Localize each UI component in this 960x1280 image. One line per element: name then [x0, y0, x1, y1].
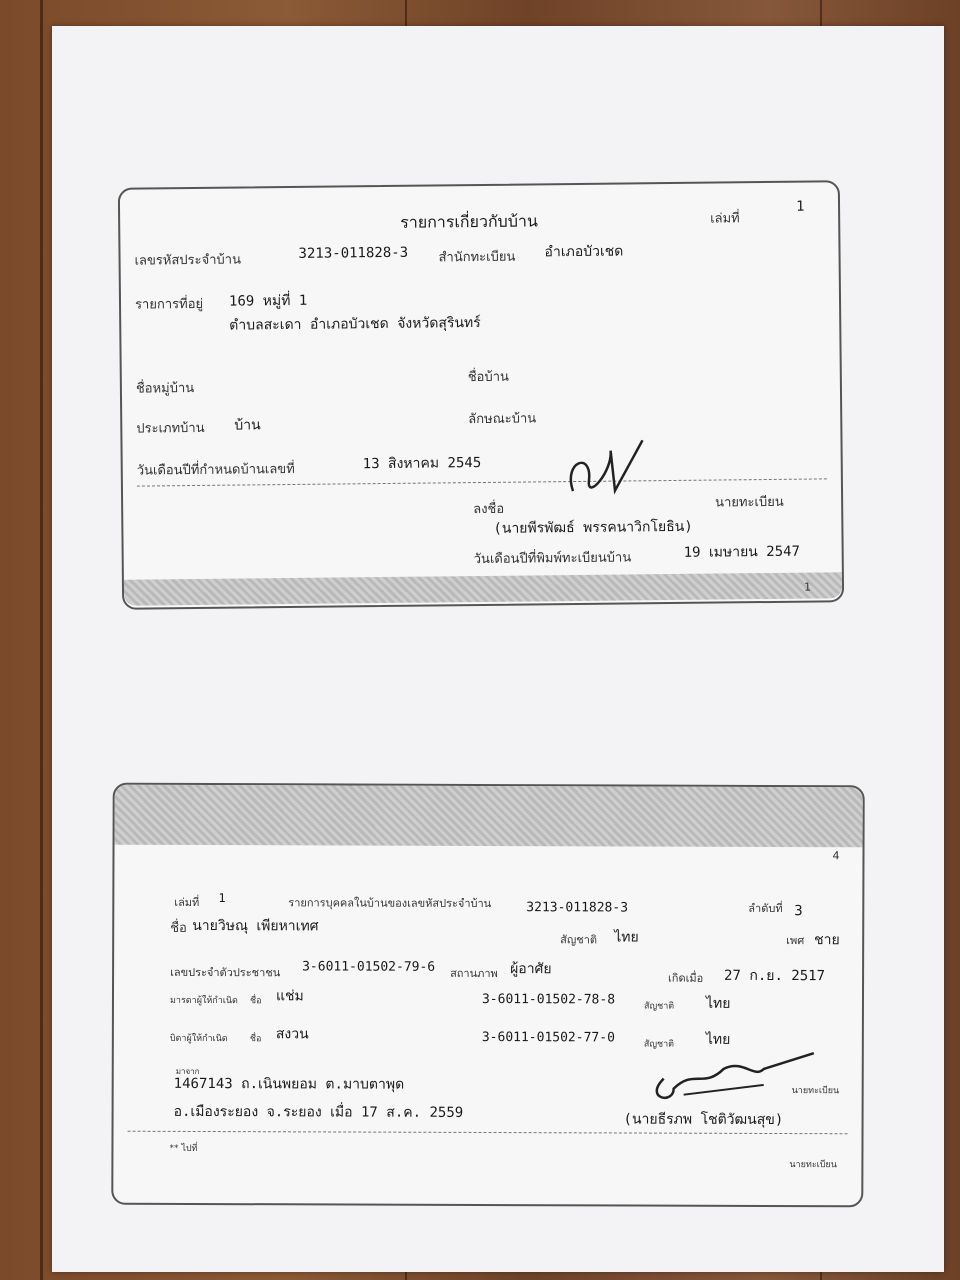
registrar-signature	[552, 430, 673, 511]
sex: ชาย	[814, 932, 840, 949]
registrar-signature	[644, 1039, 824, 1110]
heading: รายการบุคคลในบ้านของเลขหัสประจำบ้าน	[288, 896, 492, 911]
card-title: รายการเกี่ยวกับบ้าน	[400, 211, 538, 232]
divider	[128, 1131, 848, 1135]
divider	[137, 478, 827, 486]
print-date: 19 เมษายน 2547	[683, 543, 801, 561]
father-nationality-label: สัญชาติ	[643, 1039, 675, 1050]
header-stripe	[115, 785, 863, 848]
status-label: สถานภาพ	[450, 966, 498, 981]
house-type: บ้าน	[234, 417, 261, 434]
registry-office: อำเภอบัวเชด	[544, 243, 624, 261]
born-label: เกิดเมื่อ	[668, 971, 704, 985]
father-nationality: ไทย	[705, 1031, 731, 1048]
sign-label: ลงชื่อ	[473, 501, 505, 518]
house-details-card	[118, 180, 844, 610]
id-label: เลขประจำตัวประชาชน	[170, 965, 281, 980]
id-number: 3-6011-01502-79-6	[302, 959, 436, 975]
father-name-label: ชื่อ	[249, 1034, 262, 1045]
move-from-line2: อ.เมืองระยอง จ.ระยอง เมื่อ 17 ส.ค. 2559	[173, 1103, 464, 1121]
mother-name: แช่ม	[275, 988, 304, 1005]
mother-nationality: ไทย	[705, 995, 731, 1012]
book-number: 1	[218, 891, 226, 906]
house-code: 3213-011828-3	[526, 900, 629, 916]
registrar-name: (นายธีรภพ โชติวัฒนสุข)	[623, 1111, 784, 1129]
registrar-label: นายทะเบียน	[791, 1086, 840, 1097]
house-type-label: ประเภทบ้าน	[136, 420, 205, 437]
village-name-label: ชื่อหมู่บ้าน	[135, 381, 195, 397]
address-line1: 169 หมู่ที่ 1	[228, 292, 308, 310]
nationality: ไทย	[614, 929, 639, 946]
mother-id: 3-6011-01502-78-8	[481, 991, 616, 1008]
book-label: เล่มที่	[174, 895, 200, 909]
registry-office-label: สำนักทะเบียน	[438, 249, 516, 266]
person-details-card	[111, 783, 864, 1208]
order-label: ลำดับที่	[748, 901, 783, 916]
status: ผู้อาศัย	[510, 961, 552, 978]
book-number: 1	[795, 198, 805, 215]
house-name-label: ชื่อบ้าน	[467, 369, 509, 386]
print-date-label: วันเดือนปีที่พิมพ์ทะเบียนบ้าน	[473, 550, 632, 568]
name-label: ชื่อ	[170, 920, 187, 936]
page-number: 1	[803, 580, 812, 594]
father-name: สงวน	[275, 1026, 309, 1043]
move-from-label: มาจาก	[175, 1066, 200, 1076]
page-number: 4	[832, 849, 840, 863]
move-to-label: ** ไปที่	[169, 1143, 198, 1154]
person-name: นายวิษณุ เพียหาเทศ	[192, 917, 319, 935]
assign-date: 13 สิงหาคม 2545	[362, 455, 482, 473]
address-label: รายการที่อยู่	[134, 296, 204, 313]
registrar-label-2: นายทะเบียน	[789, 1160, 837, 1171]
registrar-label: นายทะเบียน	[715, 494, 784, 511]
move-from-line1: 1467143 ถ.เนินพยอม ต.มาบตาพุด	[173, 1075, 405, 1093]
house-code: 3213-011828-3	[298, 244, 409, 262]
wood-grain	[40, 0, 43, 1280]
father-id: 3-6011-01502-77-0	[481, 1029, 615, 1046]
book-label: เล่มที่	[710, 211, 740, 227]
footer-stripe	[124, 572, 842, 606]
sex-label: เพศ	[786, 934, 805, 948]
mother-name-label: ชื่อ	[249, 996, 262, 1007]
mother-nationality-label: สัญชาติ	[643, 1001, 675, 1012]
assign-date-label: วันเดือนปีที่กำหนดบ้านเลขที่	[136, 461, 295, 479]
father-label: บิดาผู้ให้กำเนิด	[169, 1033, 228, 1045]
house-character-label: ลักษณะบ้าน	[468, 411, 537, 428]
nationality-label: สัญชาติ	[560, 933, 598, 947]
registrar-name: (นายพีรพัฒธ์ พรรคนาวิกโยธิน)	[493, 518, 693, 537]
order-number: 3	[794, 903, 803, 920]
mother-label: มารดาผู้ให้กำเนิด	[169, 995, 238, 1007]
born-date: 27 ก.ย. 2517	[724, 967, 826, 985]
house-code-label: เลขรหัสประจำบ้าน	[134, 252, 242, 269]
address-line2: ตำบลสะเดา อำเภอบัวเชด จังหวัดสุรินทร์	[229, 314, 481, 334]
